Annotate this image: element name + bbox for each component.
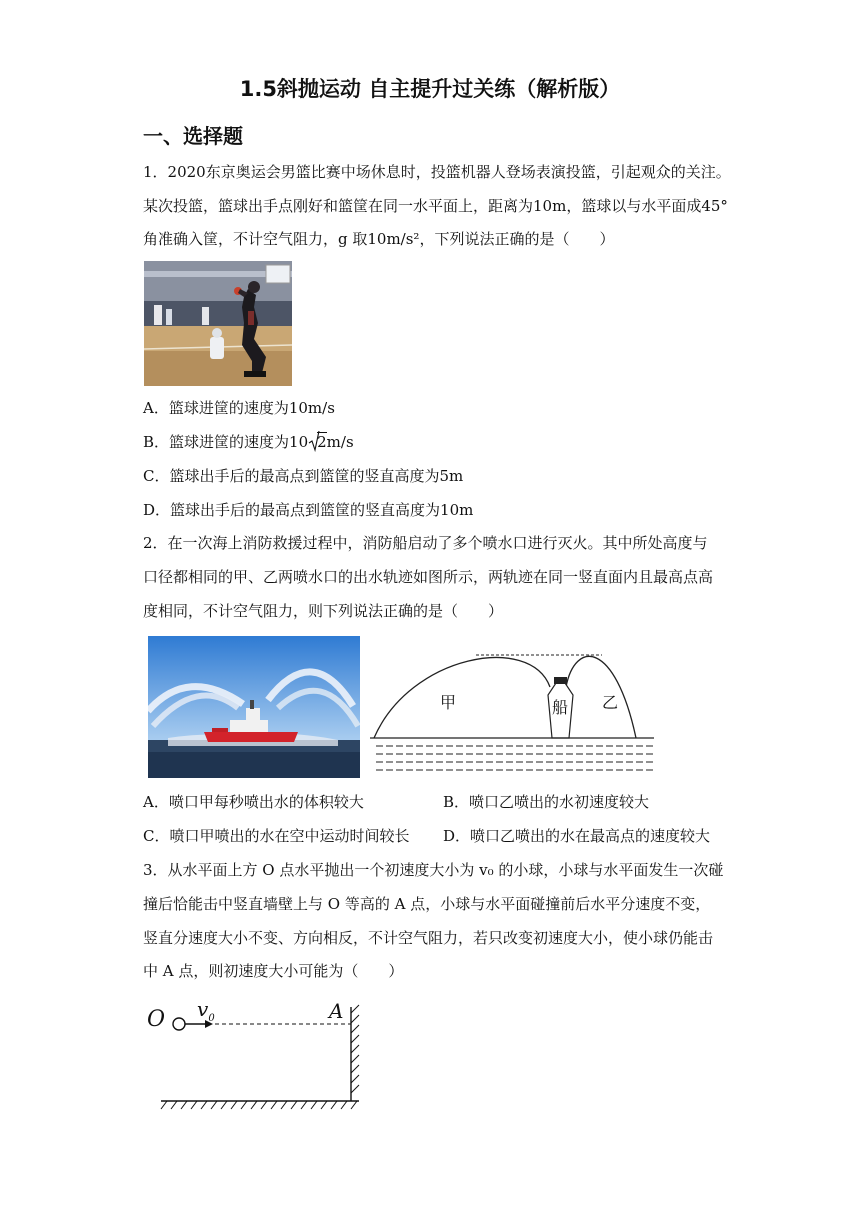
q1-option-b-prefix: B．篮球进筐的速度为: [143, 433, 290, 451]
q2-option-d: D．喷口乙喷出的水在最高点的速度较大: [443, 827, 711, 845]
q1-line-1: 1．2020东京奥运会男篮比赛中场休息时，投篮机器人登场表演投篮，引起观众的关注。: [143, 163, 731, 181]
q2-line-1: 2．在一次海上消防救援过程中，消防船启动了多个喷水口进行灭火。其中所处高度与: [143, 534, 708, 552]
label-v: v: [197, 997, 209, 1021]
q2-line-3: 度相同，不计空气阻力，则下列说法正确的是（ ）: [143, 602, 504, 620]
trajectory-diagram: [370, 645, 660, 780]
q1-line-3: 角准确入筐，不计空气阻力，g 取10m/s²，下列说法正确的是（ ）: [143, 230, 615, 248]
label-v0: [197, 997, 215, 1024]
label-boat: 船: [552, 698, 569, 717]
label-a: A: [329, 999, 344, 1023]
q1-option-a: A．篮球进筐的速度为10m/s: [143, 399, 335, 417]
q1-option-b-unit: m/s: [326, 433, 354, 451]
q2-option-b: B．喷口乙喷出的水初速度较大: [443, 793, 650, 811]
basketball-robot-photo: [144, 261, 292, 386]
q1-option-b: [143, 432, 354, 452]
section-heading: 一、选择题: [143, 124, 243, 148]
sqrt-radicand: 2: [317, 433, 327, 451]
label-yi: 乙: [602, 693, 619, 712]
q3-line-3: 竖直分速度大小不变、方向相反，不计空气阻力，若只改变初速度大小，使小球仍能击: [143, 929, 714, 947]
q3-line-4: 中 A 点，则初速度大小可能为（ ）: [143, 962, 404, 980]
label-o: O: [147, 1007, 166, 1032]
q1-option-b-number: 10: [289, 433, 309, 451]
q2-option-a: A．喷口甲每秒喷出水的体积较大: [143, 793, 364, 811]
label-v-subscript: 0: [208, 1013, 215, 1024]
q1-option-d: D．篮球出手后的最高点到篮筐的竖直高度为10m: [143, 501, 474, 519]
q2-option-c: C．喷口甲喷出的水在空中运动时间较长: [143, 827, 410, 845]
q1-line-2: 某次投篮，篮球出手点刚好和篮筐在同一水平面上，距离为10m，篮球以与水平面成45°: [143, 197, 728, 215]
page-title: 1.5斜抛运动 自主提升过关练（解析版）: [239, 77, 621, 101]
q3-line-2: 撞后恰能击中竖直墙壁上与 O 等高的 A 点，小球与水平面碰撞前后水平分速度不变，: [143, 895, 711, 913]
wall-diagram: [145, 995, 375, 1115]
q1-option-c: C．篮球出手后的最高点到篮筐的竖直高度为5m: [143, 467, 464, 485]
q2-line-2: 口径都相同的甲、乙两喷水口的出水轨迹如图所示，两轨迹在同一竖直面内且最高点高: [143, 568, 714, 586]
label-jia: 甲: [440, 693, 457, 712]
q3-line-1: 3．从水平面上方 O 点水平抛出一个初速度大小为 v₀ 的小球，小球与水平面发生一次碰: [143, 861, 724, 879]
fireboat-photo: [148, 636, 360, 778]
sqrt-symbol: [308, 432, 327, 452]
